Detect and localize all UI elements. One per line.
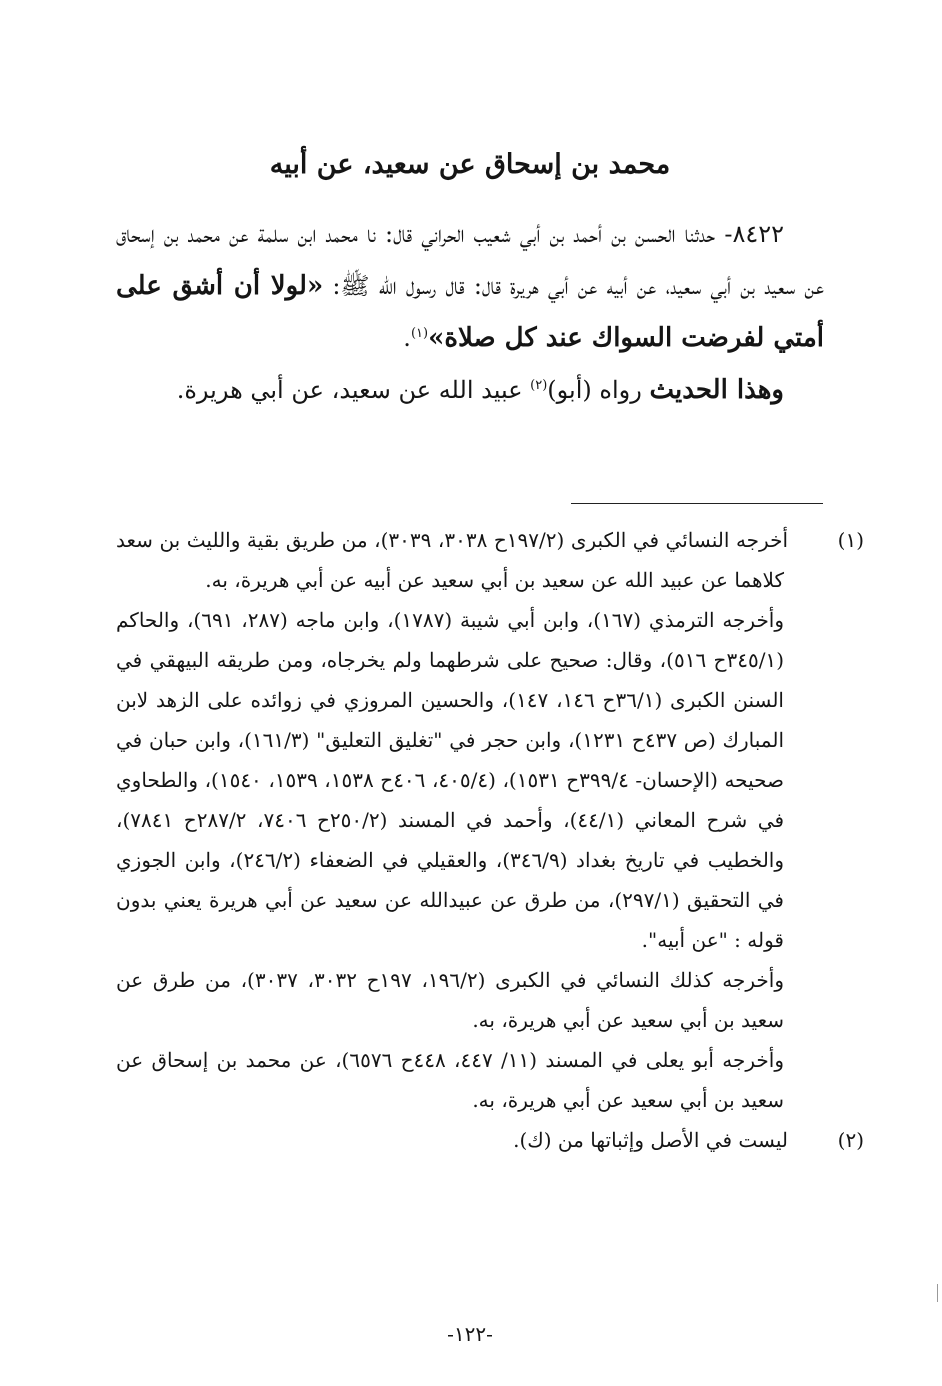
footnote-1-marker: (١) xyxy=(837,528,864,552)
footnote-2-marker: (٢) xyxy=(837,1128,864,1152)
commentary-text-b: عبيد الله عن سعيد، عن أبي هريرة. xyxy=(176,376,531,404)
commentary-paragraph xyxy=(116,364,824,416)
hadith-paragraph xyxy=(116,208,824,364)
footnote-ref-2: (٢) xyxy=(530,378,548,393)
footnote-2-text: ليست في الأصل وإثباتها من (ك). xyxy=(513,1128,788,1152)
chapter-heading: محمد بن إسحاق عن سعيد، عن أبيه xyxy=(269,149,671,180)
hadith-text: ٨٤٢٢- حدثنا الحسن بن أحمد بن أبي شعيب الحراني قال: نا محمد ابن سلمة عن محمد بن إسحاق عن سعيد بن أبي سعيد، عن أبيه عن أبي هريرة قال: قال رسول الله ﷺ: xyxy=(116,220,825,300)
footnote-1 xyxy=(116,520,864,600)
footnote-1-paragraph-4: وأخرجه أبو يعلى في المسند (١١/ ٤٤٧، ٤٤٨ح ٦٥٧٦)، عن محمد بن إسحاق عن سعيد بن أبي سعيد عن أبي هريرة، به. xyxy=(116,1048,784,1112)
footnote-1-paragraph-3: وأخرجه كذلك النسائي في الكبرى (١٩٦/٢، ١٩٧ح ٣٠٣٢، ٣٠٣٧)، من طرق عن سعيد بن أبي سعيد عن أبي هريرة، به. xyxy=(116,968,785,1032)
hadith-quote: «لولا أن أشق على أمتي لفرضت السواك عند كل صلاة» xyxy=(116,271,824,353)
footnote-ref-1: (١) xyxy=(410,326,429,341)
footnotes xyxy=(116,520,864,1160)
scan-edge-mark xyxy=(937,1284,938,1302)
commentary-text-a: رواه (أبو) xyxy=(547,376,650,404)
footnote-divider xyxy=(571,503,823,504)
hadith-end: . xyxy=(403,324,411,352)
footnote-1-text: أخرجه النسائي في الكبرى (١٩٧/٢ح ٣٠٣٨، ٣٠٣٩)، من طريق بقية والليث بن سعد كلاهما عن عبيد الله عن سعيد بن أبي سعيد عن أبيه عن أبي هريرة، به. xyxy=(116,528,788,592)
page-number: -١٢٢- xyxy=(447,1322,493,1346)
commentary-lead: وهذا الحديث xyxy=(649,375,784,405)
footnote-1-paragraph-2: وأخرجه الترمذي (١٦٧)، وابن أبي شيبة (١٧٨٧)، وابن ماجه (٢٨٧، ٦٩١)، والحاكم (٣٤٥/١ح ٥١٦)، وقال: صحيح على شرطهما ولم يخرجاه، ومن طريقه البيهقي في السنن الكبرى (٣٦/١ح ١٤٦، ١٤٧)، والحسين المروزي في زوائده على الزهد لابن المبارك (ص ٤٣٧ح ١٢٣١)، وابن حجر في "تغليق التعليق" (١٦١/٣)، وابن حبان في صحيحه (الإحسان- ٣٩٩/٤ح ١٥٣١)، (٤٠٥/٤، ٤٠٦ح ١٥٣٨، ١٥٣٩، ١٥٤٠)، والطحاوي في شرح المعاني (٤٤/١)، وأحمد في المسند (٢٥٠/٢ح ٧٤٠٦، ٢٨٧/٢ح ٧٨٤١)، والخطيب في تاريخ بغداد (٣٤٦/٩)، والعقيلي في الضعفاء (٢٤٦/٢)، وابن الجوزي في التحقيق (٢٩٧/١)، من طرق عن عبيدالله عن سعيد عن أبي هريرة يعني بدون قوله : "عن أبيه". xyxy=(116,608,785,952)
main-text xyxy=(116,208,824,416)
footnote-2 xyxy=(116,1120,864,1160)
